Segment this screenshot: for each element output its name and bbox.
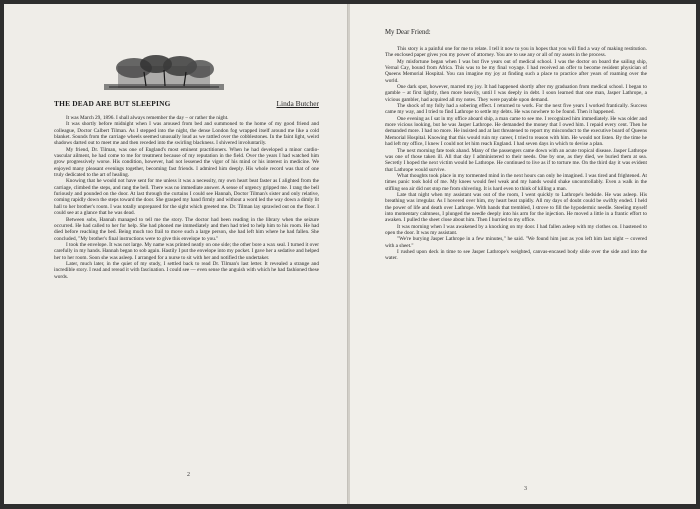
- page-number: 3: [524, 486, 527, 492]
- left-page: [4, 4, 348, 504]
- paragraph: "We're burying Jasper Lathrope in a few minutes," he said. "We found him just as you left him last night -- covered with a sheet.": [385, 236, 647, 249]
- paragraph: My misfortune began when I was but five years out of medical school. I was the doctor on board the sailing ship, Vernal Cay, bound from Africa. This was to be my final voyage. I had received an offer to become resident physician of Queens Memorial Hospital. You can imagine my joy at finding such a place to practice after years of roaming over the world.: [385, 58, 647, 84]
- paragraph: It was shortly before midnight when I was aroused from bed and summoned to the home of my good friend and colleague, Doctor Calbert Tilman. As I stepped into the night, the dense London fog wrapped itself around me like a cold blanket. Sounds from the carriage wheels seemed unusually loud as we rattled over the cobblestones. In the faint light, weird shadows darted out to meet me and then receded into the swirling blackness. I shivered involuntarily.: [54, 121, 319, 147]
- right-body-text: [385, 46, 647, 262]
- paragraph: I rushed upon deck in time to see Jasper Lathrope's weighted, canvas-encased body slide over the side and into the water.: [385, 249, 647, 262]
- paragraph: The shock of my folly had a sobering effect. I returned to work. For the next five years I worked frantically. Success came my way, and I tried to find Lathrope to settle my debts. He was nowhere to be found. Then it happened.: [385, 103, 647, 116]
- paragraph: It was March 29, 1896. I shall always remember the day – or rather the night.: [66, 115, 229, 121]
- tree-vignette-illustration: [104, 54, 224, 94]
- left-body-text: [54, 115, 319, 280]
- page-number: 2: [187, 472, 190, 478]
- paragraph: It was morning when I was awakened by a knocking on my door. I had fallen asleep with my clothes on. I hastened to open the door. It was my assistant.: [385, 223, 647, 236]
- paragraph: What thoughts took place in my tormented mind in the next hours can only be imagined. I was tired and frightened. At times panic took hold of me. My knees would feel weak and my hands would shake uncontrollably. Even a walk in the stifling sea air did not stop me from shivering. It is hard even to think of killing a man.: [385, 172, 647, 192]
- paragraph: One evening as I sat in my office aboard ship, a man came to see me. I recognized him immediately. He was older and more vicious looking, but he was Jasper Lathrope. He demanded the money that I owed him. I repaid every cent. Then he demanded more. I had no more. He insisted and at last threatened to report my misconduct to the executive board of Queens Memorial Hospital. Knowing that this would ruin my career, I tried to reason with him. He would not listen. By the time he had left my office, I knew I could not let him reach England. I had seven days in which to devise a plan.: [385, 115, 647, 148]
- right-page: [350, 4, 696, 504]
- story-title: THE DEAD ARE BUT SLEEPING: [54, 99, 171, 108]
- paragraph: My friend, Dr. Tilman, was one of England's most eminent practitioners. When he had developed a minor cardio-vascular ailment, he had come to me for treatment because of my reputation in the field. Over the years I had watched him grow progressively worse. His condition, however, had not lessened the vigor of his mind or his interest in medicine. We enjoyed many pleasant evenings together, becoming fast friends. I admired him deeply. His whole record was that of one truly dedicated to the art of healing.: [54, 146, 319, 179]
- paragraph: Late that night when my assistant was out of the room, I went quickly to Lathrope's bedside. He was asleep. His breathing was irregular. As I hovered over him, my heart beat rapidly. All my days of doubt could be swiftly ended. I held the power of life and death over Lathrope. With hands that trembled, I strove to fill the hypodermic needle. Steeling myself into momentary calmness, I plunged the needle deeply into his arm for the injection. He moved a little in a frantic effort to awaken. I pulled the sheet close about him. Then I hurried to my office.: [385, 191, 647, 224]
- paragraph: Between sobs, Hannah managed to tell me the story. The doctor had been reading in the library when the seizure occurred. He had called to her for help. She had phoned me immediately and then had tried to help him to his room. He had died before reaching the bed. Being much too frail to move such a large person, she had left him where he had fallen. She concluded, "My brother's final instructions were to give this envelope to you.": [54, 216, 319, 242]
- letter-salutation: My Dear Friend:: [385, 29, 431, 36]
- paragraph: One dark spot, however, marred my joy. It had happened shortly after my graduation from medical school. I began to gamble – at first lightly, then more heavily, until I was deeply in debt. I soon learned that one man, Jasper Lathrope, a vicious gambler, had acquired all my notes. They were payable upon demand.: [385, 84, 647, 103]
- story-author: Linda Butcher: [276, 99, 319, 108]
- paragraph: The next morning fate took ahand. Many of the passengers came down with an acute tropical disease. Jasper Lathrope was one of those taken ill. All that day I administered to their needs. One by one, as they died, we buried them at sea. Secretly I hoped the next victim would be Lathrope. He continued to live as if to torture me. On the third day it was evident that Lathrope would survive.: [385, 147, 647, 173]
- paragraph: Knowing that he would not have sent for me unless it was a necessity, my own heart beat faster as I alighted from the carriage, climbed the steps, and rang the bell. There was no immediate answer. A sense of urgency gripped me. I rang the bell furiously and pounded on the door. At last through the curtains I could see Hannah, Doctor Tilman's sister and only relative, coming rapidly down the steps toward the door. She grasped my hand firmly and without a word led the way down a dimly lit hall to her brother's room. I was totally unprepared for the sight which greeted me. Dr. Tilman lay sprawled out on the floor. I could see at a glance that he was dead.: [54, 178, 319, 217]
- paragraph: I took the envelope. It was not large. My name was printed neatly on one side; the other bore a wax seal. I turned it over carefully in my hands. Hannah began to sob again. Hastily I put the envelope into my pocket. I gave her a sedative and helped her to her room. Soon she was asleep. I arranged for a nurse to sit with her and notified the undertaker.: [54, 241, 319, 261]
- paragraph: Later, much later, in the quiet of my study, I settled back to read Dr. Tilman's last letter. It revealed a strange and incredible story. I read and reread it with fascination. I could see — even sense the anguish with which he had fashioned these words.: [54, 260, 319, 280]
- paragraph: This story is a painful one for me to relate. I tell it now to you in hopes that you will find a way of making restitution. The enclosed paper gives you my power of attorney. You are to use any or all of my assets in the process.: [385, 46, 647, 59]
